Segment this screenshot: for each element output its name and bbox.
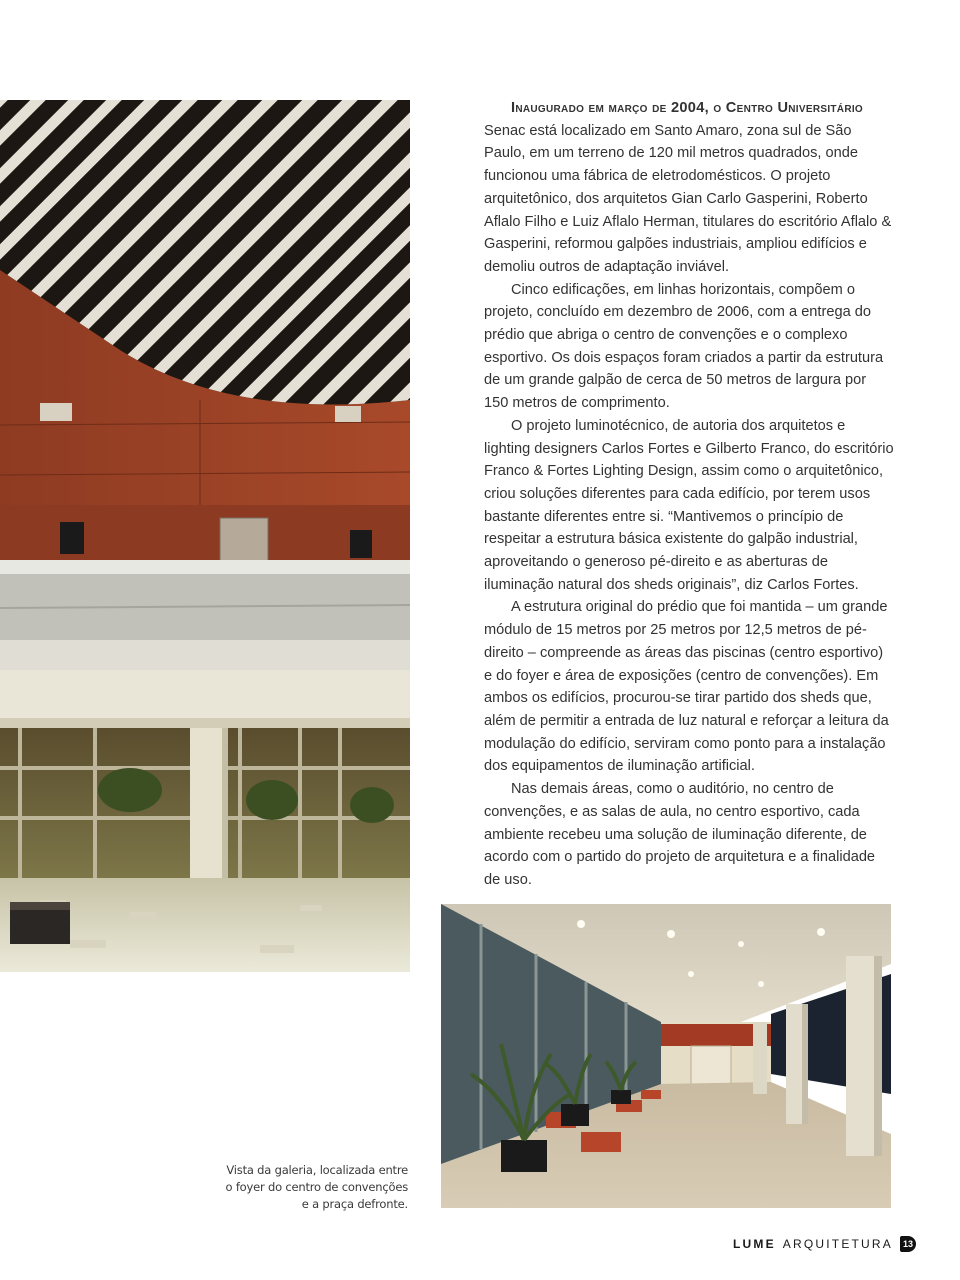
- article-paragraph: Inaugurado em março de 2004, o Centro Universitário Senac está localizado em Santo Amaro, zona sul de São Paulo, em um terreno de 120 mil metros quadrados, onde funcionou uma fábrica de eletrodomésticos. O projeto arquitetônico, dos arquitetos Gian Carlo Gasperini, Roberto Aflalo Filho e Luiz Aflalo Herman, titulares do escritório Aflalo & Gasperini, reformou galpões industriais, ampliou edifícios e demoliu outros de adaptação inviável.: [484, 100, 892, 275]
- magazine-section: ARQUITETURA: [782, 1237, 893, 1251]
- photo-caption: [208, 1162, 408, 1213]
- caption-line: o foyer do centro de convenções: [225, 1180, 408, 1194]
- caption-line: Vista da galeria, localizada entre: [226, 1163, 408, 1177]
- article-paragraph: Nas demais áreas, como o auditório, no centro de convenções, e as salas de aula, no centro esportivo, cada ambiente recebeu uma solução de iluminação diferente, de acordo com o partido do projeto de arquitetura e a finalidade de uso.: [484, 781, 876, 888]
- magazine-brand: LUME: [732, 1237, 776, 1251]
- page-footer: [733, 1236, 916, 1252]
- gallery-photo: [0, 100, 410, 972]
- page-number: 13: [900, 1236, 916, 1252]
- article-paragraph: Cinco edificações, em linhas horizontais, compõem o projeto, concluído em dezembro de 2006, com a entrega do prédio que abriga o centro de convenções e o complexo esportivo. Os dois espaços foram criados a partir da estrutura de um grande galpão de cerca de 50 metros de largura por 150 metros de comprimento.: [484, 281, 884, 412]
- article-body: [484, 97, 894, 892]
- foyer-photo: [441, 904, 891, 1208]
- article-paragraph: O projeto luminotécnico, de autoria dos arquitetos e lighting designers Carlos Fortes e Gilberto Franco, do escritório Franco & Fortes Lighting Design, assim como o arquitetônico, criou soluções diferentes para cada edifício, por terem usos bastante diferentes entre si. “Mantivemos o princípio de respeitar a estrutura básica existente do galpão industrial, aproveitando o generoso pé-direito e as aberturas de iluminação natural dos sheds originais”, diz Carlos Fortes.: [484, 417, 894, 593]
- lead-in: Inaugurado em março de 2004, o Centro Universitário: [511, 100, 864, 116]
- article-paragraph: A estrutura original do prédio que foi mantida – um grande módulo de 15 metros por 25 metros por 12,5 metros de pé-direito – compreende as áreas das piscinas (centro esportivo) e do foyer e área de exposições (centro de convenções). Em ambos os edifícios, procurou-se tirar partido dos sheds que, além de permitir a entrada de luz natural e reforçar a leitura da modulação do edifício, serviram como ponto para a instalação dos equipamentos de iluminação artificial.: [484, 599, 889, 775]
- caption-line: e a praça defronte.: [301, 1197, 408, 1211]
